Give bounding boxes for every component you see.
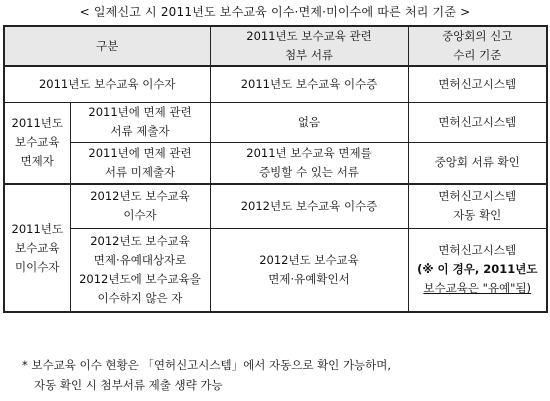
- table-row: [4, 228, 547, 312]
- row-incomplete-sub2-standard: 면허신고시스템 (※ 이 경우, 2011년도 보수교육은 "유예"됨): [408, 228, 547, 312]
- table-row: [4, 102, 547, 142]
- row-exempt-sub1-label: 2011년에 면제 관련 서류 제출자: [70, 102, 210, 142]
- footnote-line-1: * 보수교육 이수 현황은 「연허신고시스템」에서 자동으로 확인 가능하며,: [22, 358, 392, 372]
- footnote-line-2: 자동 확인 시 첨부서류 제출 생략 가능: [34, 378, 223, 392]
- table-header-row: [4, 26, 547, 66]
- row-incomplete-sub1-docs: 2012년도 보수교육 이수증: [210, 184, 408, 228]
- processing-criteria-table: [3, 25, 548, 313]
- row-group-exempt: 2011년도 보수교육 면제자: [4, 102, 70, 184]
- row-exempt-sub2-label: 2011년에 면제 관련 서류 미제출자: [70, 142, 210, 184]
- row-incomplete-sub2-label: 2012년도 보수교육 면제·유예대상자로 2012년도에 보수교육을 이수하지 않은 자: [70, 228, 210, 312]
- row-exempt-sub2-standard: 중앙회 서류 확인: [408, 142, 547, 184]
- row-exempt-sub2-docs: 2011년 보수교육 면제를 증빙할 수 있는 서류: [210, 142, 408, 184]
- document-title: < 일제신고 시 2011년도 보수교육 이수·면제·미이수에 따른 처리 기준 >: [79, 5, 471, 19]
- table-row: [4, 184, 547, 228]
- row-completed-docs: 2011년도 보수교육 이수증: [210, 66, 408, 102]
- row-incomplete-sub1-label: 2012년도 보수교육 이수자: [70, 184, 210, 228]
- row-completed-standard: 면허신고시스템: [408, 66, 547, 102]
- table-row: [4, 66, 547, 102]
- header-acceptance-standard: 중앙회의 신고 수리 기준: [408, 26, 547, 66]
- footnote: [22, 355, 547, 395]
- row-incomplete-sub1-standard: 면허신고시스템 자동 확인: [408, 184, 547, 228]
- row-completed-label: 2011년도 보수교육 이수자: [4, 66, 210, 102]
- header-category: 구분: [4, 26, 210, 66]
- row-group-incomplete: 2011년도 보수교육 미이수자: [4, 184, 70, 312]
- header-attached-docs: 2011년도 보수교육 관련 첨부 서류: [210, 26, 408, 66]
- row-exempt-sub1-standard: 면허신고시스템: [408, 102, 547, 142]
- row-exempt-sub1-docs: 없음: [210, 102, 408, 142]
- table-row: [4, 142, 547, 184]
- row-incomplete-sub2-docs: 2012년도 보수교육 면제·유예확인서: [210, 228, 408, 312]
